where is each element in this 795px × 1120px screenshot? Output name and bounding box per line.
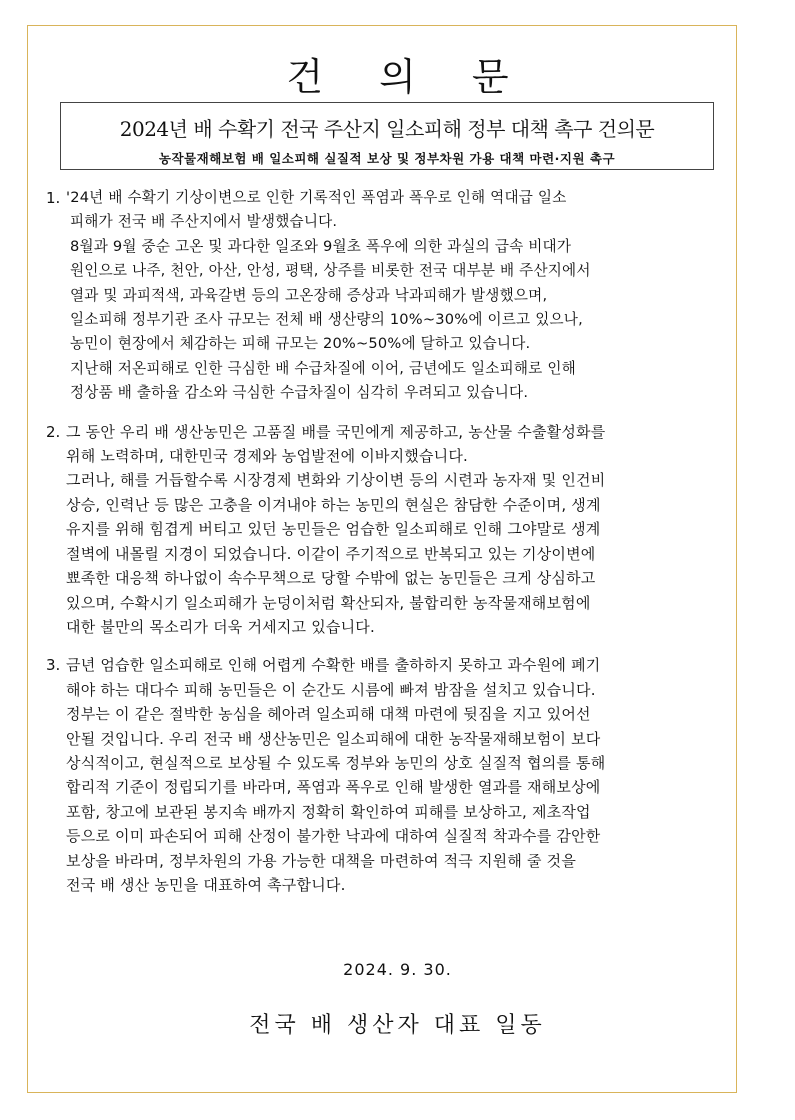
item-line: 상식적이고, 현실적으로 보상될 수 있도록 정부와 농민의 상호 실질적 협의를 통해 — [66, 753, 606, 772]
item-line: 지난해 저온피해로 인한 극심한 배 수급차질에 이어, 금년에도 일소피해로 인해 — [70, 359, 576, 377]
document-title: 건 의 문 — [286, 55, 531, 99]
item-line: 상승, 인력난 등 많은 고충을 이겨내야 하는 농민의 현실은 참담한 수준이며, 생계 — [66, 495, 601, 514]
list-item — [46, 653, 736, 897]
item-number: 1. — [46, 189, 61, 207]
item-line: 대한 불만의 목소리가 더욱 거세지고 있습니다. — [66, 617, 375, 636]
item-line: 절벽에 내몰릴 지경이 되었습니다. 이같이 주기적으로 반복되고 있는 기상이변에 — [66, 544, 596, 563]
item-number: 3. — [46, 656, 61, 675]
item-line: 합리적 기준이 정립되기를 바라며, 폭염과 폭우로 인해 발생한 열과를 재해보상에 — [66, 778, 601, 797]
item-line: 보상을 바라며, 정부차원의 가용 가능한 대책을 마련하여 적극 지원해 줄 것을 — [66, 851, 577, 870]
item-line: 금년 엄습한 일소피해로 인해 어렵게 수확한 배를 출하하지 못하고 과수원에 폐기 — [66, 656, 601, 675]
item-line: 피해가 전국 배 주산지에서 발생했습니다. — [70, 213, 338, 231]
item-line: '24년 배 수확기 기상이변으로 인한 기록적인 폭염과 폭우로 인해 역대급 일소 — [66, 189, 567, 206]
item-line: 해야 하는 대다수 피해 농민들은 이 순간도 시름에 빠져 밤잠을 설치고 있습니다. — [66, 680, 596, 699]
list-item — [46, 420, 736, 640]
item-line: 유지를 위해 힘겹게 버티고 있던 농민들은 엄습한 일소피해로 인해 그야말로 생계 — [66, 520, 601, 539]
item-line: 등으로 이미 파손되어 피해 산정이 불가한 낙과에 대하여 실질적 착과수를 감안한 — [66, 827, 601, 846]
item-line: 8월과 9월 중순 고온 및 과다한 일조와 9월초 폭우에 의한 과실의 급속 비대가 — [70, 237, 572, 255]
item-line: 정부는 이 같은 절박한 농심을 헤아려 일소피해 대책 마련에 뒷짐을 지고 있어선 — [66, 705, 591, 724]
subject-box — [60, 102, 714, 170]
document-date: 2024. 9. 30. — [343, 960, 452, 979]
item-number: 2. — [46, 422, 61, 441]
item-line: 그 동안 우리 배 생산농민은 고품질 배를 국민에게 제공하고, 농산물 수출활성화를 — [66, 422, 606, 441]
item-line: 위해 노력하며, 대한민국 경제와 농업발전에 이바지했습니다. — [66, 447, 469, 466]
subject-heading: 2024년 배 수확기 전국 주산지 일소피해 정부 대책 촉구 건의문 — [119, 117, 655, 141]
item-line: 열과 및 과피적색, 과육갈변 등의 고온장해 증상과 낙과피해가 발생했으며, — [70, 286, 548, 304]
signature: 전국 배 생산자 대표 일동 — [249, 1013, 546, 1038]
item-line: 일소피해 정부기관 조사 규모는 전체 배 생산량의 10%~30%에 이르고 있으나, — [70, 311, 583, 329]
item-line: 있으며, 수확시기 일소피해가 눈덩이처럼 확산되자, 불합리한 농작물재해보험에 — [66, 593, 591, 612]
item-line: 농민이 현장에서 체감하는 피해 규모는 20%~50%에 달하고 있습니다. — [70, 335, 531, 353]
item-line: 안될 것입니다. 우리 전국 배 생산농민은 일소피해에 대한 농작물재해보험이 보다 — [66, 729, 601, 748]
item-line: 그러나, 해를 거듭할수록 시장경제 변화와 기상이변 등의 시련과 농자재 및 인건비 — [66, 471, 606, 490]
item-line: 정상품 배 출하율 감소와 극심한 수급차질이 심각히 우려되고 있습니다. — [70, 384, 529, 402]
item-line: 뾰족한 대응책 하나없이 속수무책으로 당할 수밖에 없는 농민들은 크게 상심하고 — [66, 569, 596, 588]
item-list — [46, 186, 736, 911]
item-line: 포함, 창고에 보관된 봉지속 배까지 정확히 확인하여 피해를 보상하고, 제초작업 — [66, 802, 591, 821]
subject-subtitle: 농작물재해보험 배 일소피해 실질적 보상 및 정부차원 가용 대책 마련·지원 촉구 — [158, 151, 616, 166]
item-line: 전국 배 생산 농민을 대표하여 촉구합니다. — [66, 875, 346, 894]
list-item — [46, 186, 736, 406]
item-line: 원인으로 나주, 천안, 아산, 안성, 평택, 상주를 비롯한 전국 대부분 배 주산지에서 — [70, 262, 591, 280]
